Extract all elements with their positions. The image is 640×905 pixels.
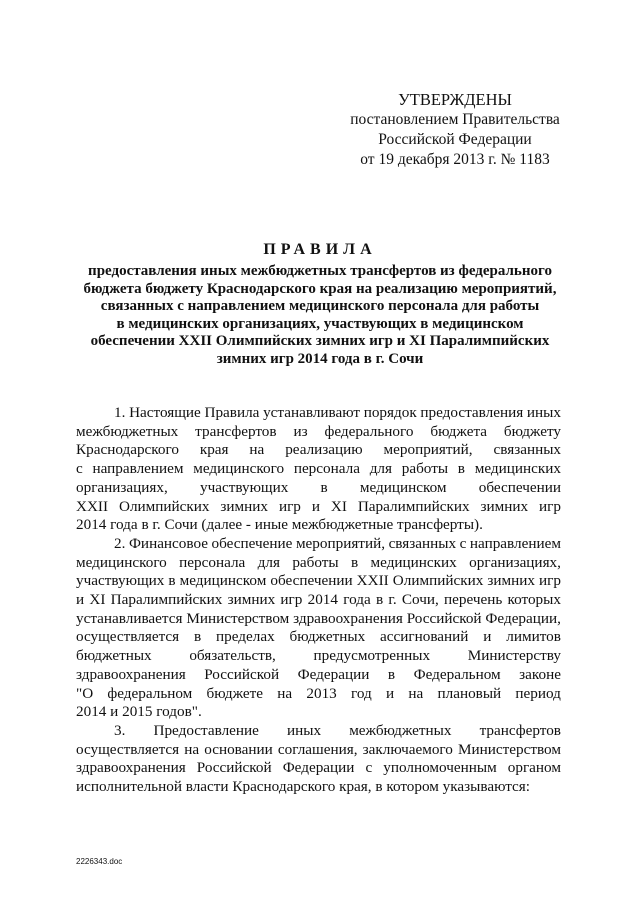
word: г. [388,591,397,609]
word: Министерством [457,740,561,758]
word: на [408,684,424,702]
word: в [193,628,202,646]
word: связанных [493,441,561,459]
paragraph-line [76,516,561,535]
word: бюджетных [289,628,366,646]
subtitle-line: обеспечении XXII Олимпийских зимних игр и XI Паралимпийских [90,333,550,350]
word: здравоохранения [76,759,186,777]
word: плановый [437,684,502,702]
word: трансфертов [479,721,561,739]
paragraph-line [76,423,561,442]
word: для [369,460,392,478]
word: Паралимпийских [110,591,223,609]
word: с [459,534,467,552]
paragraph-line [76,591,561,610]
subtitle-line: зимних игр 2014 года в г. Сочи [216,350,424,367]
word: на [249,441,265,459]
paragraph-line [76,404,561,423]
word: XXII [76,497,109,515]
word: Паралимпийских [357,497,470,515]
paragraph-line [76,778,561,797]
word: с [365,759,373,777]
paragraph-line [76,498,561,517]
word: Сочи, [401,591,439,609]
paragraph-line [76,703,561,722]
word: зимних [220,497,269,515]
word: органом [507,759,561,777]
word: и [311,497,320,515]
word: участвующих [76,572,165,590]
word: работы [292,553,339,571]
word: в [168,572,176,590]
word: бюджета [430,422,488,440]
word: обеспечении [478,478,561,496]
word: персонала [293,460,360,478]
word: обеспечении [270,572,353,590]
word: бюджетных [76,647,152,665]
word: мероприятий, [295,534,386,552]
paragraph-line [76,722,561,741]
word: XXII [356,572,389,590]
approval-line: постановлением Правительства [350,111,560,128]
paragraph [76,722,561,797]
word: период [515,684,561,702]
document-title: ПРАВИЛА [263,241,377,258]
word: медицинском [359,478,447,496]
approval-heading: УТВЕРЖДЕНЫ [398,90,512,109]
word: федеральном [107,684,193,702]
paragraph-line [76,685,561,704]
word: участвующих [199,478,289,496]
word: XI [89,591,106,609]
word: межбюджетных [76,422,179,440]
word: медицинского [193,460,285,478]
word: порядок [363,404,417,421]
paragraph-line [76,647,561,666]
word: медицинских [474,460,561,478]
word: 2014 [307,591,338,609]
word: заключаемого [362,740,453,758]
paragraph-line [76,441,561,460]
word: зимних [480,497,529,515]
word: для [257,553,280,571]
document-body [76,404,561,797]
word: связанных [388,534,457,552]
word: игр [280,591,303,609]
word: Российской [204,665,280,683]
word: направлением [469,534,561,552]
paragraph-line [76,554,561,573]
word: Российской [406,609,482,627]
word: в [457,460,465,478]
subtitle-line: связанных с направлением медицинского персонала для работы [100,298,540,315]
word: 1. [114,404,126,421]
word: и [76,591,85,609]
paragraph-line [76,535,561,554]
word: 2. [114,534,126,552]
word: в [351,553,359,571]
word: уполномоченным [383,759,497,777]
word: Краснодарского [76,441,179,459]
word: зимних [227,591,276,609]
word: 3. [114,721,126,739]
paragraph [76,535,561,722]
word: законе [519,665,561,683]
word: трансфертов [195,422,277,440]
word: с [76,460,83,478]
subtitle-line: предоставления иных межбюджетных трансфертов из федерального [88,263,552,279]
word: осуществляется [76,628,180,646]
word: основании [204,740,273,758]
word: и [483,628,492,646]
word: Правила [204,404,260,421]
word: зимних [487,572,535,590]
word: предоставления [420,404,524,421]
word: из [293,422,308,440]
word: Олимпийских [392,572,484,590]
word: которых [507,591,561,609]
word: Федерации [297,665,370,683]
word: соглашения, [277,740,358,758]
word: перечень [444,591,503,609]
word: игр [278,497,301,515]
word: персонала [179,553,246,571]
word: 2013 [306,684,337,702]
word: устанавливается [76,609,183,627]
subtitle-line: в медицинских организациях, участвующих в медицинском [116,315,524,332]
word: работы [401,460,449,478]
word: лимитов [506,628,561,646]
word: "О [76,684,94,702]
word: года [343,591,371,609]
word: медицинских [370,553,457,571]
word: направлением [92,460,184,478]
document-subtitle [70,263,570,369]
paragraph-line [76,460,561,479]
word: в [375,591,384,609]
word: и [385,684,395,702]
word: края [199,441,229,459]
word: пределах [216,628,275,646]
paragraph [76,404,561,535]
word: Федеральном [413,665,501,683]
word: исполнительной власти Краснодарского края, в котором указываются: [76,778,530,796]
word: Федерации [282,759,355,777]
word: Министерству [467,647,561,665]
file-name-footer: 2226343.doc [76,857,123,866]
word: иных [287,721,322,739]
word: Федерации, [485,609,561,627]
word: медицинского [76,553,167,571]
word: реализацию [285,441,363,459]
paragraph-line [76,479,561,498]
approval-line: Российской Федерации [378,131,532,148]
word: игр [538,497,561,515]
word: устанавливают [263,404,361,421]
word: обеспечение [211,534,293,552]
paragraph-line [76,572,561,591]
word: обязательств, [189,647,276,665]
word: год [351,684,372,702]
word: Российской [196,759,272,777]
word: Настоящие [129,404,201,421]
word: XI [330,497,347,515]
word: 2014 года в г. Сочи (далее - иные межбюджетные трансферты). [76,516,483,534]
word: Олимпийских [118,497,210,515]
paragraph-line [76,628,561,647]
word: бюджету [503,422,561,440]
approval-line: от 19 декабря 2013 г. № 1183 [360,151,550,168]
word: медицинском [179,572,267,590]
subtitle-line: бюджета бюджету Краснодарского края на реализацию мероприятий, [83,280,557,297]
word: здравоохранения [76,665,186,683]
word: 2014 и 2015 годов". [76,703,202,721]
word: бюджете [206,684,263,702]
word: межбюджетных [349,721,452,739]
word: Предоставление [153,721,259,739]
word: ассигнований [380,628,469,646]
approval-block [330,90,580,170]
word: осуществляется [76,740,180,758]
word: организациях, [76,478,168,496]
word: федерального [324,422,414,440]
word: здравоохранения [293,609,403,627]
word: организациях, [469,553,561,571]
word: на [277,684,293,702]
word: игр [539,572,561,590]
word: мероприятий, [383,441,473,459]
paragraph-line [76,610,561,629]
word: в [320,478,328,496]
word: предусмотренных [313,647,431,665]
word: в [387,665,396,683]
word: иных [526,404,561,421]
paragraph-line [76,759,561,778]
word: на [184,740,200,758]
word: Финансовое [128,534,208,552]
paragraph-line [76,741,561,760]
paragraph-line [76,666,561,685]
word: Министерством [186,609,290,627]
